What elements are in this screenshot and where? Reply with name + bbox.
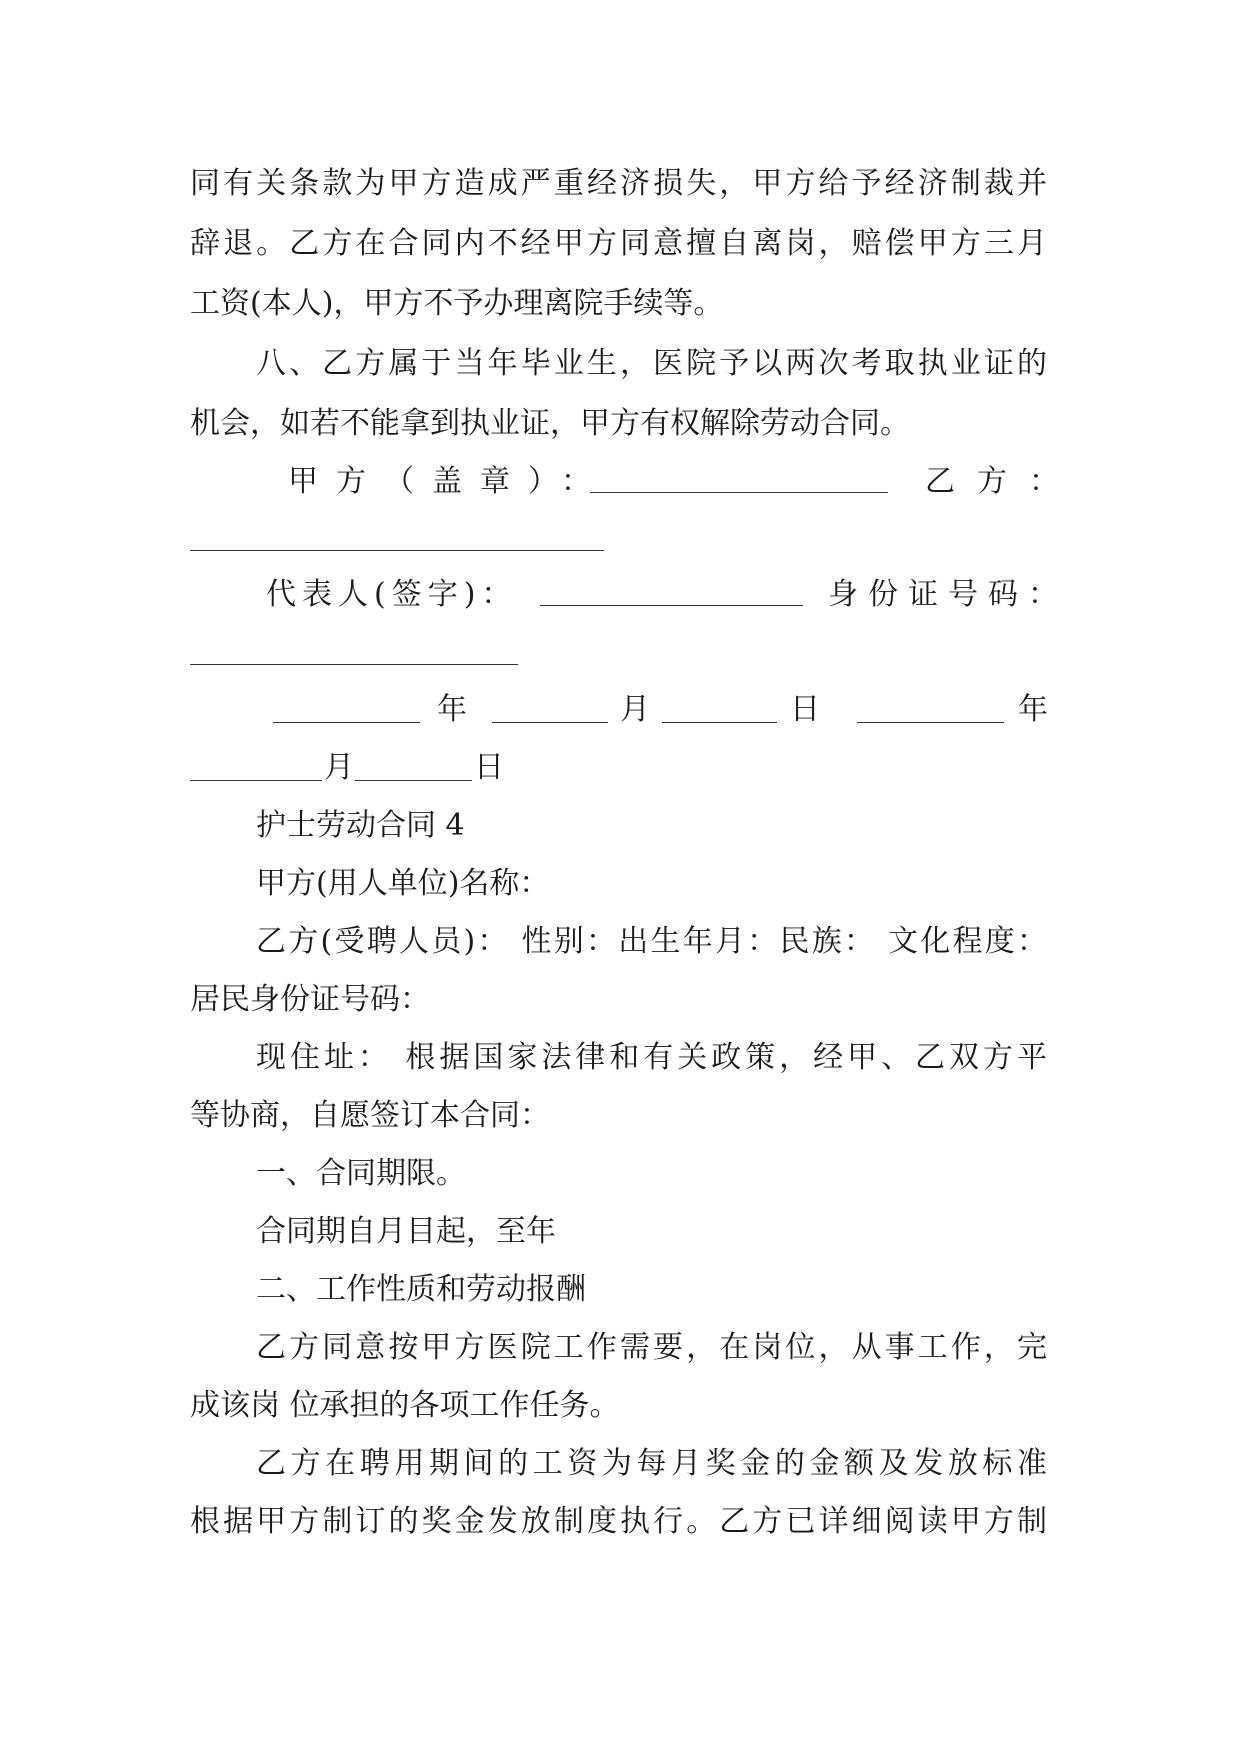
id-number-line[interactable]: [190, 664, 518, 665]
address-line: 现住址： 根据国家法律和有关政策，经甲、乙双方平: [256, 1040, 1047, 1075]
paragraph-line: 辞退。乙方在合同内不经甲方同意擅自离岗，赔偿甲方三月: [190, 226, 1047, 261]
paragraph-line: 工资(本人)，甲方不予办理离院手续等。: [190, 286, 724, 321]
employee-line: 乙方(受聘人员)： 性别：出生年月：民族： 文化程度：: [256, 924, 1047, 959]
year-blank-a[interactable]: [273, 722, 420, 723]
representative-label: 代表人(签字)：: [266, 577, 518, 612]
month-label-a: 月: [620, 692, 650, 727]
id-number-label: 身份证号码：: [828, 577, 1068, 612]
paragraph-line: 根据甲方制订的奖金发放制度执行。乙方已详细阅读甲方制: [190, 1504, 1047, 1539]
paragraph-line: 同有关条款为甲方造成严重经济损失，甲方给予经济制裁并: [190, 166, 1047, 201]
party-b-signature-line[interactable]: [190, 550, 604, 551]
party-b-label: 乙方：: [925, 464, 1081, 499]
year-label-a: 年: [437, 692, 467, 727]
employee-id-line: 居民身份证号码：: [190, 982, 430, 1017]
year-label-b: 年: [1018, 692, 1048, 727]
month-blank-a[interactable]: [492, 722, 608, 723]
day-label-a: 日: [790, 692, 820, 727]
year-blank-b[interactable]: [857, 722, 1004, 723]
day-blank-b[interactable]: [355, 780, 472, 781]
paragraph-line: 合同期自月目起，至年: [256, 1214, 556, 1249]
employer-line: 甲方(用人单位)名称：: [256, 866, 550, 901]
paragraph-line: 乙方同意按甲方医院工作需要，在岗位，从事工作，完: [256, 1330, 1047, 1365]
contract-title: 护士劳动合同 4: [256, 808, 465, 843]
paragraph-line: 等协商，自愿签订本合同：: [190, 1098, 550, 1133]
paragraph-line: 成该岗 位承担的各项工作任务。: [190, 1388, 620, 1423]
section-heading: 一、合同期限。: [256, 1156, 466, 1191]
section-heading: 二、工作性质和劳动报酬: [256, 1272, 586, 1307]
day-blank-a[interactable]: [662, 722, 777, 723]
representative-signature-line[interactable]: [540, 605, 803, 606]
party-a-seal-label: 甲方（盖章）：: [288, 464, 609, 499]
paragraph-line: 机会，如若不能拿到执业证，甲方有权解除劳动合同。: [190, 406, 910, 441]
day-label-b: 日: [474, 750, 504, 785]
party-a-signature-line[interactable]: [590, 492, 888, 493]
paragraph-line: 八、乙方属于当年毕业生，医院予以两次考取执业证的: [256, 346, 1047, 381]
month-label-b: 月: [324, 750, 354, 785]
month-blank-b[interactable]: [190, 780, 322, 781]
paragraph-line: 乙方在聘用期间的工资为每月奖金的金额及发放标准: [256, 1446, 1047, 1481]
